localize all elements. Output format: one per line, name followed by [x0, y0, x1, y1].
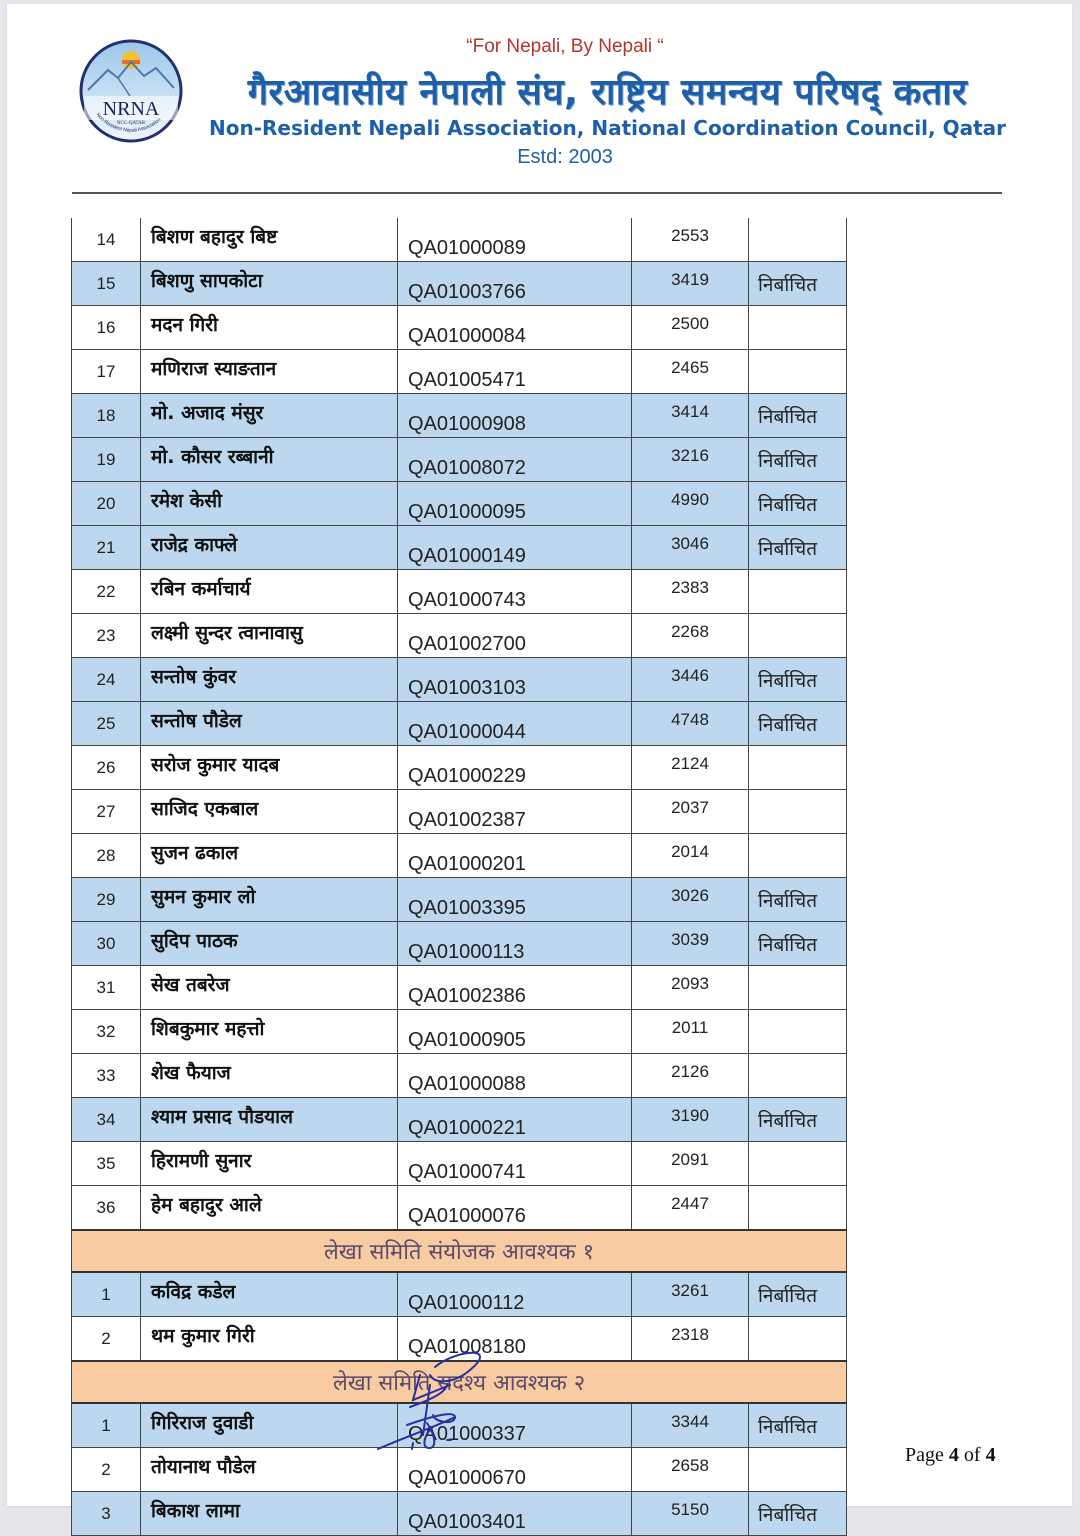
serial-number: 3	[72, 1492, 141, 1536]
election-status	[749, 1448, 847, 1492]
member-id: QA01002700	[398, 614, 632, 658]
election-status	[749, 746, 847, 790]
member-id: QA01003103	[398, 658, 632, 702]
serial-number: 1	[72, 1272, 141, 1317]
serial-number: 16	[72, 306, 141, 350]
candidate-name: सुदिप पाठक	[141, 922, 398, 966]
member-id: QA01000089	[398, 218, 632, 262]
serial-number: 24	[72, 658, 141, 702]
candidate-name: बिशण बहादुर बिष्ट	[141, 218, 398, 262]
member-id: QA01000095	[398, 482, 632, 526]
table-row	[72, 1010, 847, 1054]
election-status	[749, 1010, 847, 1054]
logo-text: NRNA	[102, 98, 160, 120]
member-id: QA01000201	[398, 834, 632, 878]
candidate-name: शेख फैयाज	[141, 1054, 398, 1098]
section-heading: लेखा समिति सदश्य आवश्यक २	[72, 1361, 847, 1403]
member-id: QA01003766	[398, 262, 632, 306]
table-row	[72, 526, 847, 570]
serial-number: 22	[72, 570, 141, 614]
table-row	[72, 350, 847, 394]
election-status: निर्बाचित	[749, 1403, 847, 1448]
header-divider	[72, 192, 1002, 194]
election-status	[749, 570, 847, 614]
member-id: QA01003395	[398, 878, 632, 922]
election-status	[749, 614, 847, 658]
election-status: निर्बाचित	[749, 1098, 847, 1142]
vote-count: 2126	[632, 1054, 749, 1098]
table-row	[72, 878, 847, 922]
vote-count: 3026	[632, 878, 749, 922]
serial-number: 28	[72, 834, 141, 878]
table-row	[72, 1186, 847, 1231]
election-status: निर्बाचित	[749, 394, 847, 438]
serial-number: 23	[72, 614, 141, 658]
candidate-name: सरोज कुमार यादब	[141, 746, 398, 790]
vote-count: 2465	[632, 350, 749, 394]
election-status	[749, 306, 847, 350]
member-id: QA01000076	[398, 1186, 632, 1231]
election-status: निर्बाचित	[749, 702, 847, 746]
vote-count: 2383	[632, 570, 749, 614]
vote-count: 2091	[632, 1142, 749, 1186]
table-row	[72, 702, 847, 746]
serial-number: 15	[72, 262, 141, 306]
vote-count: 2500	[632, 306, 749, 350]
vote-count: 2037	[632, 790, 749, 834]
serial-number: 1	[72, 1403, 141, 1448]
serial-number: 31	[72, 966, 141, 1010]
member-id: QA01000337	[398, 1403, 632, 1448]
table-row	[72, 1492, 847, 1536]
candidate-name: मणिराज स्याङतान	[141, 350, 398, 394]
section-header	[72, 1230, 847, 1272]
serial-number: 34	[72, 1098, 141, 1142]
candidate-name: कविद्र कडेल	[141, 1272, 398, 1317]
candidate-name: सन्तोष पौडेल	[141, 702, 398, 746]
candidate-name: राजेद्र काफ्ले	[141, 526, 398, 570]
vote-count: 3039	[632, 922, 749, 966]
election-status	[749, 218, 847, 262]
candidate-name: बिशणु सापकोटा	[141, 262, 398, 306]
vote-count: 5150	[632, 1492, 749, 1536]
election-status	[749, 790, 847, 834]
table-row	[72, 1272, 847, 1317]
election-status: निर्बाचित	[749, 526, 847, 570]
member-id: QA01000743	[398, 570, 632, 614]
member-id: QA01000741	[398, 1142, 632, 1186]
election-status: निर्बाचित	[749, 922, 847, 966]
serial-number: 20	[72, 482, 141, 526]
vote-count: 3419	[632, 262, 749, 306]
serial-number: 21	[72, 526, 141, 570]
serial-number: 19	[72, 438, 141, 482]
table-row	[72, 438, 847, 482]
vote-count: 3414	[632, 394, 749, 438]
candidate-name: मो. कौसर रब्बानी	[141, 438, 398, 482]
serial-number: 30	[72, 922, 141, 966]
member-id: QA01008072	[398, 438, 632, 482]
page-number: Page 4 of 4	[905, 1444, 996, 1466]
member-id: QA01000670	[398, 1448, 632, 1492]
table-row	[72, 1054, 847, 1098]
serial-number: 14	[72, 218, 141, 262]
election-status: निर्बाचित	[749, 1492, 847, 1536]
member-id: QA01000112	[398, 1272, 632, 1317]
results-table	[71, 218, 847, 1536]
vote-count: 3046	[632, 526, 749, 570]
candidate-name: साजिद एकबाल	[141, 790, 398, 834]
vote-count: 3190	[632, 1098, 749, 1142]
election-status	[749, 1317, 847, 1362]
member-id: QA01000044	[398, 702, 632, 746]
tagline: “For Nepali, By Nepali “	[466, 36, 664, 57]
member-id: QA01000113	[398, 922, 632, 966]
table-row	[72, 394, 847, 438]
serial-number: 32	[72, 1010, 141, 1054]
established-year: Estd: 2003	[517, 146, 613, 168]
member-id: QA01000905	[398, 1010, 632, 1054]
candidate-name: बिकाश लामा	[141, 1492, 398, 1536]
election-status: निर्बाचित	[749, 438, 847, 482]
vote-count: 2093	[632, 966, 749, 1010]
serial-number: 2	[72, 1317, 141, 1362]
vote-count: 2553	[632, 218, 749, 262]
table-row	[72, 306, 847, 350]
signature	[375, 1345, 505, 1457]
member-id: QA01003401	[398, 1492, 632, 1536]
election-status	[749, 834, 847, 878]
vote-count: 3344	[632, 1403, 749, 1448]
vote-count: 4990	[632, 482, 749, 526]
table-row	[72, 1142, 847, 1186]
serial-number: 25	[72, 702, 141, 746]
table-row	[72, 746, 847, 790]
election-status	[749, 966, 847, 1010]
serial-number: 27	[72, 790, 141, 834]
election-status: निर्बाचित	[749, 878, 847, 922]
election-status: निर्बाचित	[749, 658, 847, 702]
table-row	[72, 482, 847, 526]
vote-count: 2658	[632, 1448, 749, 1492]
candidate-name: श्याम प्रसाद पौडयाल	[141, 1098, 398, 1142]
vote-count: 2268	[632, 614, 749, 658]
member-id: QA01000088	[398, 1054, 632, 1098]
candidate-name: सुजन ढकाल	[141, 834, 398, 878]
vote-count: 3216	[632, 438, 749, 482]
vote-count: 2011	[632, 1010, 749, 1054]
election-status: निर्बाचित	[749, 482, 847, 526]
candidate-name: हिरामणी सुनार	[141, 1142, 398, 1186]
vote-count: 3446	[632, 658, 749, 702]
candidate-name: हेम बहादुर आले	[141, 1186, 398, 1231]
serial-number: 29	[72, 878, 141, 922]
serial-number: 17	[72, 350, 141, 394]
election-status	[749, 1186, 847, 1231]
section-heading: लेखा समिति संयोजक आवश्यक १	[72, 1230, 847, 1272]
vote-count: 2124	[632, 746, 749, 790]
svg-text:Non-Resident Nepali Associatio: Non-Resident Nepali Association	[94, 111, 163, 134]
member-id: QA01005471	[398, 350, 632, 394]
vote-count: 2318	[632, 1317, 749, 1362]
serial-number: 36	[72, 1186, 141, 1231]
serial-number: 26	[72, 746, 141, 790]
table-row	[72, 922, 847, 966]
table-row	[72, 570, 847, 614]
candidate-name: मो. अजाद मंसुर	[141, 394, 398, 438]
candidate-name: मदन गिरी	[141, 306, 398, 350]
nrna-logo	[78, 38, 184, 144]
member-id: QA01002386	[398, 966, 632, 1010]
election-status	[749, 1142, 847, 1186]
member-id: QA01000908	[398, 394, 632, 438]
candidate-name: शिबकुमार महत्तो	[141, 1010, 398, 1054]
candidate-name: रबिन कर्माचार्य	[141, 570, 398, 614]
election-status	[749, 350, 847, 394]
vote-count: 2447	[632, 1186, 749, 1231]
candidate-name: लक्ष्मी सुन्दर त्वानावासु	[141, 614, 398, 658]
candidate-name: सेख तबरेज	[141, 966, 398, 1010]
table-row	[72, 834, 847, 878]
table-row	[72, 218, 847, 262]
member-id: QA01002387	[398, 790, 632, 834]
member-id: QA01008180	[398, 1317, 632, 1362]
table-row	[72, 1098, 847, 1142]
serial-number: 2	[72, 1448, 141, 1492]
candidate-name: सन्तोष कुंवर	[141, 658, 398, 702]
candidate-name: तोयानाथ पौडेल	[141, 1448, 398, 1492]
candidate-name: गिरिराज दुवाडी	[141, 1403, 398, 1448]
organization-title-english: Non-Resident Nepali Association, National Coordination Council, Qatar	[208, 116, 1007, 140]
serial-number: 18	[72, 394, 141, 438]
member-id: QA01000221	[398, 1098, 632, 1142]
vote-count: 4748	[632, 702, 749, 746]
svg-text:NCC-QATAR: NCC-QATAR	[116, 121, 146, 126]
serial-number: 33	[72, 1054, 141, 1098]
table-row	[72, 790, 847, 834]
election-status	[749, 1054, 847, 1098]
member-id: QA01000084	[398, 306, 632, 350]
election-status: निर्बाचित	[749, 1272, 847, 1317]
member-id: QA01000149	[398, 526, 632, 570]
serial-number: 35	[72, 1142, 141, 1186]
candidate-name: रमेश केसी	[141, 482, 398, 526]
table-row	[72, 262, 847, 306]
candidate-name: थम कुमार गिरी	[141, 1317, 398, 1362]
vote-count: 3261	[632, 1272, 749, 1317]
member-id: QA01000229	[398, 746, 632, 790]
organization-title-nepali: गैरआवासीय नेपाली संघ, राष्ट्रिय समन्वय परिषद् कतार	[247, 72, 968, 113]
vote-count: 2014	[632, 834, 749, 878]
table-row	[72, 966, 847, 1010]
election-status: निर्बाचित	[749, 262, 847, 306]
table-row	[72, 614, 847, 658]
candidate-name: सुमन कुमार लो	[141, 878, 398, 922]
table-row	[72, 658, 847, 702]
